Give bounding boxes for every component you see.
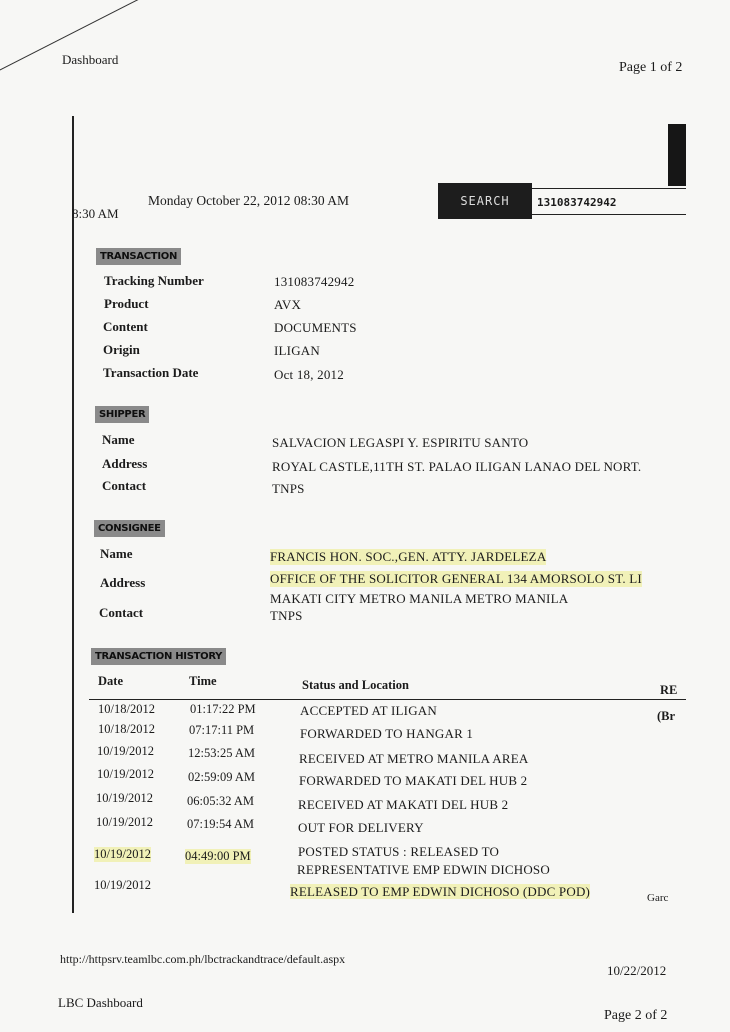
page-header-title: Dashboard xyxy=(62,52,119,67)
field-label: Content xyxy=(103,319,148,334)
history-time: 02:59:09 AM xyxy=(188,770,256,784)
column-header-time: Time xyxy=(189,674,217,688)
field-label: Address xyxy=(100,575,146,590)
history-date: 10/19/2012 xyxy=(97,767,154,781)
field-label: Contact xyxy=(99,605,144,620)
frame-border xyxy=(72,116,74,913)
search-button[interactable]: SEARCH xyxy=(438,183,532,219)
clock-time: 8:30 AM xyxy=(72,206,119,221)
black-tab-mark xyxy=(668,124,686,186)
history-time: 07:19:54 AM xyxy=(187,817,255,831)
tracking-number-value: 131083742942 xyxy=(274,274,355,289)
history-header-rule xyxy=(89,699,686,700)
consignee-contact-value: TNPS xyxy=(270,608,303,623)
footer-title: LBC Dashboard xyxy=(58,995,143,1010)
column-header-date: Date xyxy=(98,674,123,688)
field-label: Address xyxy=(102,456,148,471)
history-date: 10/19/2012 xyxy=(96,815,153,829)
content-value: DOCUMENTS xyxy=(274,320,357,335)
field-label: Tracking Number xyxy=(104,273,204,288)
history-time: 12:53:25 AM xyxy=(188,746,256,760)
history-status: FORWARDED TO HANGAR 1 xyxy=(300,726,474,741)
field-label: Origin xyxy=(103,342,140,357)
history-status: OUT FOR DELIVERY xyxy=(298,820,424,835)
history-status: RECEIVED AT METRO MANILA AREA xyxy=(299,751,529,766)
field-label: Product xyxy=(104,296,149,311)
shipper-name-value: SALVACION LEGASPI Y. ESPIRITU SANTO xyxy=(272,435,529,450)
consignee-address-line2: MAKATI CITY METRO MANILA METRO MANILA xyxy=(270,591,569,606)
history-status: RECEIVED AT MAKATI DEL HUB 2 xyxy=(298,797,509,812)
history-date: 10/19/2012 xyxy=(94,847,151,861)
section-heading-history: TRANSACTION HISTORY xyxy=(91,648,226,665)
history-status xyxy=(290,884,590,900)
history-time: 07:17:11 PM xyxy=(189,723,255,737)
column-header-status: Status and Location xyxy=(302,678,409,692)
consignee-name-value: FRANCIS HON. SOC.,GEN. ATTY. JARDELEZA xyxy=(270,549,547,564)
footer-date: 10/22/2012 xyxy=(607,963,667,978)
history-status: FORWARDED TO MAKATI DEL HUB 2 xyxy=(299,773,528,788)
section-heading-consignee: CONSIGNEE xyxy=(94,520,165,537)
search-input[interactable]: 131083742942 xyxy=(532,188,686,215)
field-label: Transaction Date xyxy=(103,365,199,380)
product-value: AVX xyxy=(274,297,302,312)
shipper-address-value: ROYAL CASTLE,11TH ST. PALAO ILIGAN LANAO DEL NORT. xyxy=(272,459,642,474)
history-time: 06:05:32 AM xyxy=(187,794,255,808)
history-time: 04:49:00 PM xyxy=(185,849,251,863)
consignee-address-line1: OFFICE OF THE SOLICITOR GENERAL 134 AMORSOLO ST. LI xyxy=(270,571,642,586)
origin-value: ILIGAN xyxy=(274,343,320,358)
history-status: ACCEPTED AT ILIGAN xyxy=(300,703,437,718)
history-time: 01:17:22 PM xyxy=(190,702,256,716)
history-date: 10/18/2012 xyxy=(98,722,155,736)
transaction-date-value: Oct 18, 2012 xyxy=(274,367,344,382)
shipper-contact-value: TNPS xyxy=(272,481,305,496)
history-date: 10/19/2012 xyxy=(97,744,154,758)
current-datetime: Monday October 22, 2012 08:30 AM xyxy=(148,193,349,208)
page-number: Page 1 of 2 xyxy=(619,60,683,75)
extra-cell: (Br xyxy=(657,709,676,723)
history-date: 10/18/2012 xyxy=(98,702,155,716)
history-date: 10/19/2012 xyxy=(96,791,153,805)
field-label: Contact xyxy=(102,478,147,493)
field-label: Name xyxy=(102,432,135,447)
history-status-text: RELEASED TO EMP EDWIN DICHOSO (DDC POD) xyxy=(290,884,591,899)
field-label: Name xyxy=(100,546,133,561)
history-status-continued: REPRESENTATIVE EMP EDWIN DICHOSO xyxy=(297,862,550,877)
history-date: 10/19/2012 xyxy=(94,878,151,892)
section-heading-transaction: TRANSACTION xyxy=(96,248,181,265)
section-heading-shipper: SHIPPER xyxy=(95,406,149,423)
extra-cell: Garc xyxy=(647,892,669,904)
footer-url: http://httpsrv.teamlbc.com.ph/lbctrackandtrace/default.aspx xyxy=(60,952,346,966)
footer-page-number: Page 2 of 2 xyxy=(604,1008,668,1023)
history-status: POSTED STATUS : RELEASED TO xyxy=(298,844,500,859)
column-header-extra: RE xyxy=(660,683,678,697)
